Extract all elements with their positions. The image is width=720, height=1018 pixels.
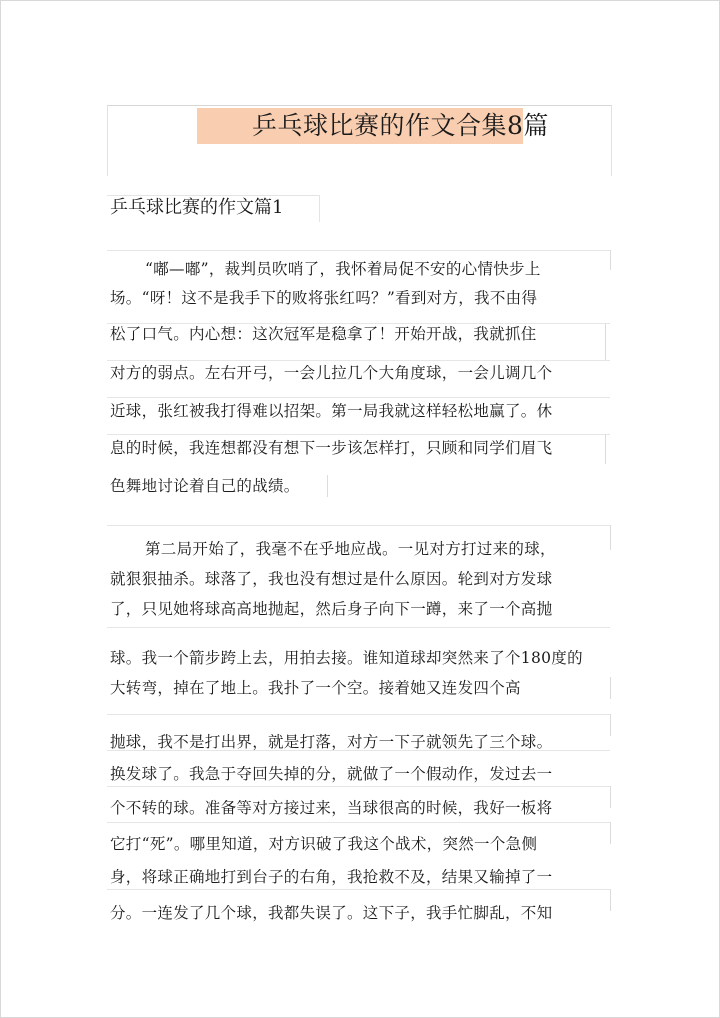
text-line: 松了口气。内心想：这次冠军是稳拿了！开始开战，我就抓住 bbox=[110, 325, 537, 343]
text-line: 身，将球正确地打到台子的右角，我抢救不及，结果又输掉了一 bbox=[110, 868, 553, 886]
cell-rule bbox=[107, 889, 610, 890]
cell-rule bbox=[610, 677, 611, 699]
text-line: 了，只见她将球高高地抛起，然后身子向下一蹲，来了一个高抛 bbox=[110, 600, 553, 618]
text-line: 第二局开始了，我毫不在乎地应战。一见对方打过来的球， bbox=[145, 540, 556, 558]
cell-rule bbox=[610, 525, 611, 550]
text-line: 大转弯，掉在了地上。我扑了一个空。接着她又连发四个高 bbox=[110, 679, 521, 697]
text-line: 色舞地讨论着自己的战绩。 bbox=[110, 477, 300, 495]
cell-rule bbox=[610, 786, 611, 808]
cell-rule bbox=[107, 434, 610, 435]
cell-rule bbox=[107, 525, 610, 526]
cell-rule bbox=[610, 250, 611, 270]
cell-rule bbox=[107, 323, 610, 324]
text-line: 场。“呀！这不是我手下的败将张红吗？”看到对方，我不由得 bbox=[110, 289, 538, 307]
text-line: 分。一连发了几个球，我都失误了。这下子，我手忙脚乱，不知 bbox=[110, 904, 553, 922]
text-line: 抛球，我不是打出界，就是打落，对方一下子就领先了三个球。 bbox=[110, 733, 553, 751]
cell-rule bbox=[107, 822, 610, 823]
cell-rule bbox=[107, 750, 610, 751]
cell-rule bbox=[107, 250, 610, 251]
text-line: 球。我一个箭步跨上去，用拍去接。谁知道球却突然来了个180度的 bbox=[110, 649, 583, 667]
text-line: 近球，张红被我打得难以招架。第一局我就这样轻松地赢了。休 bbox=[110, 402, 553, 420]
text-line: 对方的弱点。左右开弓，一会儿拉几个大角度球，一会儿调几个 bbox=[110, 364, 553, 382]
cell-rule bbox=[107, 397, 610, 398]
cell-rule bbox=[107, 627, 610, 628]
cell-rule bbox=[610, 822, 611, 844]
cell-rule bbox=[107, 360, 610, 361]
cell-rule bbox=[327, 475, 328, 497]
cell-rule bbox=[107, 714, 610, 715]
cell-rule bbox=[605, 434, 606, 464]
cell-rule bbox=[610, 889, 611, 911]
text-line: 息的时候，我连想都没有想下一步该怎样打，只顾和同学们眉飞 bbox=[110, 439, 553, 457]
text-line: 就狠狠抽杀。球落了，我也没有想过是什么原因。轮到对方发球 bbox=[110, 570, 553, 588]
text-line: 个不转的球。准备等对方接过来，当球很高的时候，我好一板将 bbox=[110, 799, 553, 817]
cell-rule bbox=[605, 323, 606, 360]
section-heading: 乒乓球比赛的作文篇1 bbox=[110, 197, 284, 218]
document-title: 乒乓球比赛的作文合集8篇 bbox=[252, 111, 549, 140]
text-line: 换发球了。我急于夺回失掉的分，就做了一个假动作，发过去一 bbox=[110, 765, 553, 783]
cell-rule bbox=[610, 714, 611, 736]
text-line: “嘟—嘟”，裁判员吹哨了，我怀着局促不安的心情快步上 bbox=[145, 260, 541, 278]
cell-rule bbox=[107, 786, 610, 787]
text-line: 它打“死”。哪里知道，对方识破了我这个战术，突然一个急侧 bbox=[110, 835, 538, 853]
